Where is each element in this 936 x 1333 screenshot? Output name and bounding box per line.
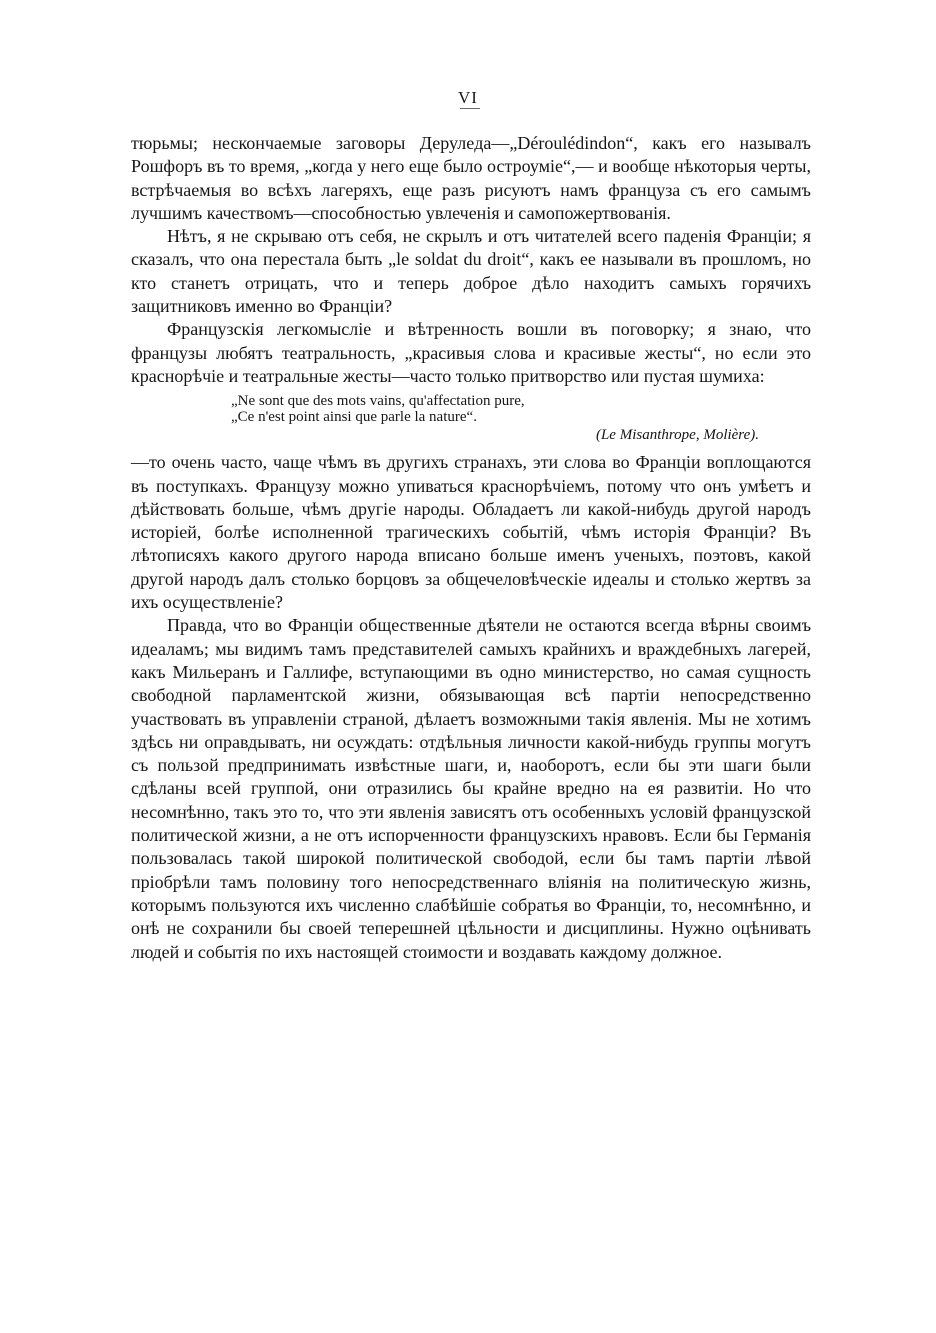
paragraph-3: Французскія легкомысліе и вѣтренность вошли въ поговорку; я знаю, что французы любятъ театральность, „красивыя слова и красивые жесты“, но если это краснорѣчіе и театральные жесты—часто только притворство или пустая шумиха: bbox=[131, 319, 811, 386]
quote-source: (Le Misanthrope, Molière). bbox=[595, 427, 759, 444]
paragraph-5: Правда, что во Франціи общественные дѣятели не остаются всегда вѣрны своимъ идеаламъ; мы видимъ тамъ представителей самыхъ крайнихъ и враждебныхъ лагерей, какъ Мильеранъ и Галлифе, вступающими въ одно министерство, но самая сущность свободной парламентской жизни, обязывающая всѣ партіи непосредственно участвовать въ управленіи страной, дѣлаетъ возможными такія явленія. Мы не хотимъ здѣсь ни оправдывать, ни осуждать: отдѣльныя личности какой-нибудь группы могутъ съ пользой предпринимать извѣстные шаги, и, наоборотъ, если бы эти шаги были сдѣланы всей группой, они отразились бы крайне вредно на ея развитіи. Но что несомнѣнно, такъ это то, что эти явленія зависятъ отъ особенныхъ условій французской политической жизни, а не отъ испорченности французскихъ нравовъ. Если бы Германія пользовалась такой широкой политической свободой, если бы тамъ партіи лѣвой пріобрѣли тамъ половину того непосредственнаго вліянія на политическую жизнь, которымъ пользуются ихъ численно слабѣйшіе собратья во Франціи, то, несомнѣнно, и онѣ не сохранили бы своей теперешней цѣльности и дисциплины. Нужно оцѣнивать людей и событія по ихъ настоящей стоимости и воздавать каждому должное. bbox=[131, 615, 811, 962]
page-number: VI bbox=[458, 88, 478, 107]
quote-line-2: „Ce n'est point ainsi que parle la nature“. bbox=[231, 409, 477, 426]
page-number-rule bbox=[460, 108, 480, 109]
paragraph-1: тюрьмы; нескончаемые заговоры Дерулeда—„Déroulédindon“, какъ его называлъ Рошфоръ въ то время, „когда у него еще было остроуміе“,— и вообще нѣкоторыя черты, встрѣчаемыя во всѣхъ лагеряхъ, еще разъ рисуютъ намъ француза съ его самымъ лучшимъ качествомъ—способностью увлеченія и самопожертвованія. bbox=[131, 133, 811, 223]
paragraph-2: Нѣтъ, я не скрываю отъ себя, не скрылъ и отъ читателей всего паденія Франціи; я сказалъ, что она перестала быть „le soldat du droit“, какъ ее называли въ прошломъ, но кто станетъ отрицать, что и теперь доброе дѣло находитъ самыхъ горячихъ защитниковъ именно во Франціи? bbox=[131, 226, 811, 317]
page-body bbox=[131, 132, 811, 964]
quote-line-1: „Ne sont que des mots vains, qu'affectation pure, bbox=[231, 393, 525, 410]
moliere-quote bbox=[231, 393, 811, 443]
paragraph-4: —то очень часто, чаще чѣмъ въ другихъ странахъ, эти слова во Франціи воплощаются въ поступкахъ. Французу можно упиваться краснорѣчіемъ, потому что онъ умѣетъ и дѣйствовать больше, чѣмъ другіе народы. Обладаетъ ли какой-нибудь другой народъ исторіей, болѣе исполненной трагическихъ событій, чѣмъ исторія Франціи? Въ лѣтописяхъ какого другого народа вписано больше именъ ученыхъ, поэтовъ, какой другой народъ далъ столько борцовъ за общечеловѣческіе идеалы и столько жертвъ за ихъ осуществленіе? bbox=[131, 452, 811, 613]
